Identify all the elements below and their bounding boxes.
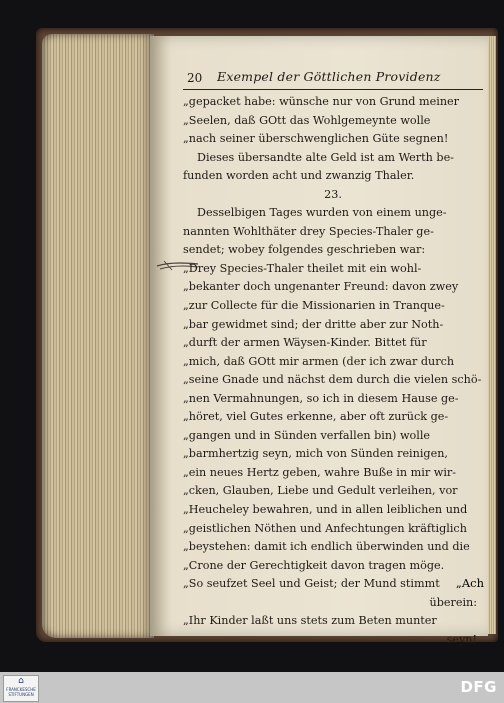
text-line: „gepacket habe: wünsche nur von Grund meiner [183,95,460,108]
text-line: „zur Collecte für die Missionarien in Tranque- [183,299,445,313]
text-line: seyn! [446,632,477,646]
text-line: „nach seiner überschwenglichen Güte segnen! [183,132,449,146]
text-line: „Heucheley bewahren, und in allen leiblichen und [183,503,468,517]
text-line: „seine Gnade und nächst dem durch die vielen schö- [183,373,482,387]
text-line: 23. [324,187,342,201]
page-number: 20 [187,71,203,85]
text-line: Dieses übersandte alte Geld ist am Werth be- [197,150,454,164]
text-line: „So seufzet Seel und Geist; der Mund stimmt [183,577,440,591]
text-line: „nen Vermahnungen, so ich in diesem Hause ge- [183,391,459,405]
text-line: „bar gewidmet sind; der dritte aber zur Noth- [183,317,444,331]
text-line: „barmhertzig seyn, mich von Sünden reinigen, [183,447,448,461]
page-text-block [183,69,483,649]
text-line: „mich, daß GOtt mir armen (der ich zwar durch [183,354,455,368]
running-header [183,69,483,90]
text-line: „Seelen, daß GOtt das Wohlgemeynte wolle [183,113,431,127]
text-line: „höret, viel Gutes erkenne, aber oft zurück ge- [183,410,449,424]
book-page [150,36,488,646]
text-line: „durft der armen Wäysen-Kinder. Bittet für [183,336,427,350]
text-line: „Drey Species-Thaler theilet mit ein wohl- [183,261,422,275]
text-line: „Crone der Gerechtigkeit davon tragen möge. [183,558,445,572]
text-line: „geistlichen Nöthen und Anfechtungen kräftiglich [183,521,467,535]
text-line: „beystehen: damit ich endlich überwinden und die [183,540,470,554]
text-line: „Ihr Kinder laßt uns stets zum Beten munter [183,614,437,628]
page-edges-stack [42,34,154,638]
text-line: Desselbigen Tages wurden von einem unge- [197,206,447,220]
text-line: „ein neues Hertz geben, wahre Buße in mir wir- [183,465,457,479]
body-lines [183,93,483,649]
text-line: „cken, Glauben, Liebe und Gedult verleihen, vor [183,484,458,498]
text-line: funden worden acht und zwanzig Thaler. [183,169,415,183]
running-title: Exempel der Göttlichen Providenz [217,69,441,84]
text-line: nannten Wohlthäter drey Species-Thaler ge- [183,224,434,238]
text-line: „gangen und in Sünden verfallen bin) wolle [183,428,431,442]
library-logo[interactable] [3,675,39,702]
dfg-logo[interactable]: DFG [460,678,497,696]
viewer-footer-bar [0,672,504,703]
catchword: „Ach [455,576,484,590]
text-line: sendet; wobey folgendes geschrieben war: [183,243,426,257]
text-line: überein: [429,595,477,609]
library-logo-text: FRANCKESCHE STIFTUNGEN [6,687,36,697]
text-line: „bekanter doch ungenanter Freund: davon zwey [183,280,459,294]
library-emblem-icon: ⌂ [18,676,24,686]
